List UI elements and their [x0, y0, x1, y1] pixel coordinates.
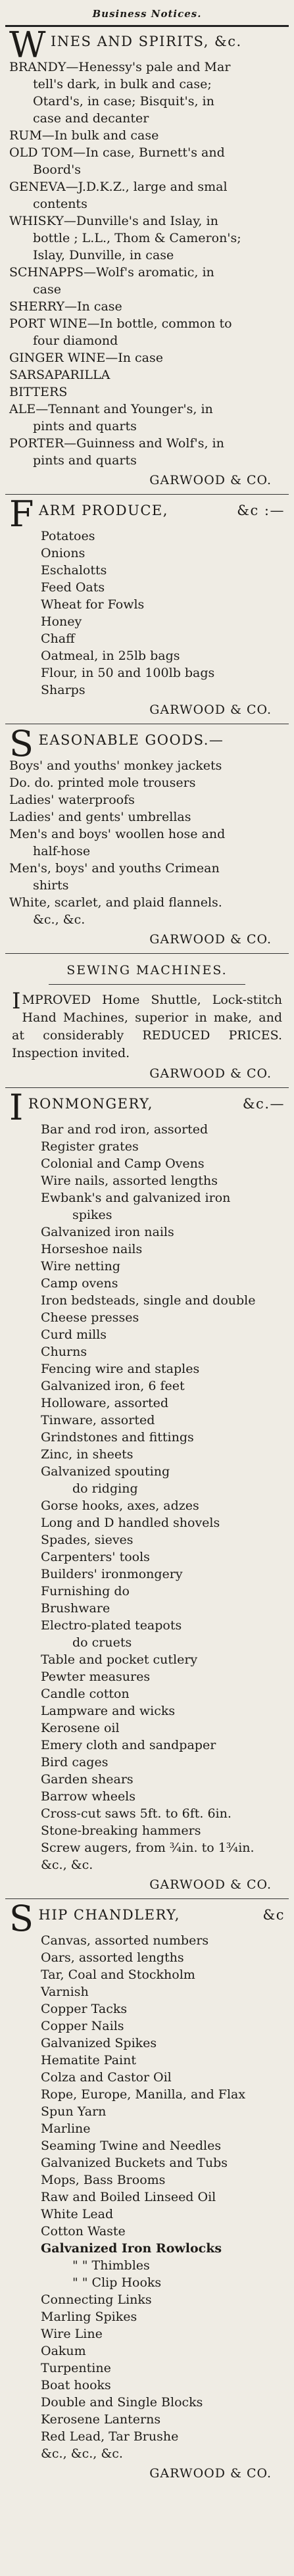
title-suffix: &c.— — [242, 1096, 285, 1112]
ad-line: RUM—In bulk and case — [9, 128, 159, 143]
list-item: Builders' ironmongery — [41, 1567, 183, 1581]
list-item: Wire nails, assorted lengths — [41, 1174, 218, 1188]
drop-cap: S — [9, 1898, 35, 1939]
list-item: Furnishing do — [41, 1584, 130, 1598]
ad-farm-items — [9, 528, 285, 699]
divider — [5, 494, 289, 495]
list-item: White Lead — [41, 2207, 114, 2221]
list-item: Long and D handled shovels — [41, 1516, 220, 1530]
ad-line: Ladies' and gents' umbrellas — [9, 810, 191, 824]
list-item: Galvanized iron, 6 feet — [41, 1379, 185, 1393]
list-item: Kerosene Lanterns — [41, 2412, 161, 2427]
ad-line: case — [33, 282, 61, 297]
ad-line: pints and quarts — [33, 453, 137, 468]
subhead-rule — [49, 984, 245, 985]
ad-line: Men's, boys' and youths Crimean — [9, 861, 220, 876]
list-item: Carpenters' tools — [41, 1550, 150, 1564]
list-item: Garden shears — [41, 1772, 134, 1787]
list-item: " " Clip Hooks — [72, 2275, 162, 2290]
drop-cap: I — [12, 988, 21, 1014]
divider — [5, 953, 289, 954]
list-item: Bird cages — [41, 1755, 109, 1770]
ad-sewing — [5, 959, 289, 1081]
ad-wines-title — [9, 24, 285, 66]
list-item: Colza and Castor Oil — [41, 2070, 172, 2085]
list-item: do ridging — [72, 1481, 138, 1496]
list-item: Camp ovens — [41, 1276, 118, 1291]
signature: GARWOOD & CO. — [149, 473, 272, 487]
list-item: Marling Spikes — [41, 2310, 137, 2324]
list-item: Seaming Twine and Needles — [41, 2139, 222, 2153]
list-item: " " Thimbles — [72, 2258, 150, 2273]
list-item: Cotton Waste — [41, 2224, 126, 2239]
list-item: Wheat for Fowls — [41, 597, 145, 612]
ad-line: White, scarlet, and plaid flannels. — [9, 895, 222, 910]
list-item: Oakum — [41, 2344, 86, 2358]
list-item: Connecting Links — [41, 2292, 152, 2307]
list-item: Grindstones and fittings — [41, 1430, 194, 1445]
ad-line: SCHNAPPS—Wolf's aromatic, in — [9, 265, 214, 280]
list-item: Cross-cut saws 5ft. to 6ft. 6in. — [41, 1806, 232, 1821]
ad-line: SARSAPARILLA — [9, 368, 110, 382]
list-item: spikes — [72, 1208, 112, 1222]
list-item: Curd mills — [41, 1327, 107, 1342]
body-text: MPROVED Home Shuttle, Lock-stitch Hand Machines, superior in make, and at considerably REDUCED PRICES. Inspection invited. — [12, 993, 282, 1060]
title-text: ARM PRODUCE, — [38, 503, 168, 518]
ad-line: ALE—Tennant and Younger's, in — [9, 402, 213, 416]
ad-sewing-text — [9, 988, 285, 1062]
list-item: Colonial and Camp Ovens — [41, 1156, 205, 1171]
list-item: Double and Single Blocks — [41, 2395, 203, 2410]
list-item: Potatoes — [41, 529, 95, 543]
signature: GARWOOD & CO. — [149, 932, 272, 947]
list-item: Zinc, in sheets — [41, 1447, 134, 1462]
list-item: Brushware — [41, 1601, 110, 1616]
signature: GARWOOD & CO. — [149, 1066, 272, 1081]
list-item: Galvanized Spikes — [41, 2036, 157, 2050]
ad-line: PORT WINE—In bottle, common to — [9, 316, 232, 331]
list-item: Onions — [41, 546, 86, 560]
list-item: Chaff — [41, 632, 75, 646]
divider — [5, 1087, 289, 1088]
ad-line: GINGER WINE—In case — [9, 351, 163, 365]
ad-line: Ladies' waterproofs — [9, 793, 135, 807]
list-item: Sharps — [41, 683, 86, 697]
list-item: Iron bedsteads, single and double — [41, 1293, 256, 1308]
drop-cap: W — [9, 24, 47, 66]
list-item: Varnish — [41, 1985, 89, 1999]
list-item: Oars, assorted lengths — [41, 1950, 184, 1965]
list-item: Candle cotton — [41, 1687, 130, 1701]
list-item: Churns — [41, 1345, 87, 1359]
list-item: Flour, in 50 and 100lb bags — [41, 666, 215, 680]
list-item: Lampware and wicks — [41, 1704, 176, 1718]
title-text: RONMONGERY, — [28, 1096, 153, 1112]
list-item: Galvanized iron nails — [41, 1225, 174, 1239]
ad-line: SHERRY—In case — [9, 299, 122, 314]
title-text: INES AND SPIRITS, &c. — [51, 34, 242, 49]
signature: GARWOOD & CO. — [149, 703, 272, 717]
ad-line: contents — [33, 197, 87, 211]
list-item: Register grates — [41, 1139, 139, 1154]
ad-line: pints and quarts — [33, 419, 137, 433]
list-item: Gorse hooks, axes, adzes — [41, 1499, 199, 1513]
list-item: Mops, Bass Brooms — [41, 2173, 166, 2187]
ad-wines-lines — [9, 59, 285, 469]
list-item: Horseshoe nails — [41, 1242, 143, 1256]
list-item: Electro-plated teapots — [41, 1618, 182, 1633]
ad-line: Boys' and youths' monkey jackets — [9, 758, 222, 773]
list-item: Hematite Paint — [41, 2053, 136, 2068]
ad-line: &c., &c. — [33, 912, 86, 927]
title-text: HIP CHANDLERY, — [38, 1907, 180, 1923]
list-item: Feed Oats — [41, 580, 105, 595]
ad-farm — [5, 493, 289, 717]
signature: GARWOOD & CO. — [149, 2466, 272, 2481]
list-item: Rope, Europe, Manilla, and Flax — [41, 2087, 246, 2102]
list-item: &c., &c. — [41, 1858, 93, 1872]
ad-line: Otard's, in case; Bisquit's, in — [33, 94, 214, 109]
drop-cap: S — [9, 723, 35, 764]
title-suffix: &c :— — [237, 503, 285, 518]
list-item: &c., &c., &c. — [41, 2446, 123, 2461]
title-text: EASONABLE GOODS.— — [38, 732, 224, 748]
list-item: do cruets — [72, 1635, 132, 1650]
ad-sewing-heading: SEWING MACHINES. — [66, 963, 228, 978]
ad-seasonable — [5, 723, 289, 947]
list-item: Pewter measures — [41, 1670, 151, 1684]
ad-line: Boord's — [33, 162, 82, 177]
ad-ship-chandlery — [5, 1898, 289, 2481]
list-item: Tar, Coal and Stockholm — [41, 1968, 195, 1982]
column-header: Business Notices. — [92, 8, 202, 20]
ad-wines — [5, 24, 289, 487]
ad-ship-title — [9, 1898, 285, 1939]
list-item: Copper Nails — [41, 2019, 124, 2033]
list-item: Cheese presses — [41, 1310, 139, 1325]
list-item: Stone-breaking hammers — [41, 1823, 201, 1838]
list-item: Spun Yarn — [41, 2104, 107, 2119]
list-item: Boat hooks — [41, 2378, 111, 2392]
ad-line: Do. do. printed mole trousers — [9, 776, 196, 790]
list-item: Honey — [41, 614, 82, 629]
ad-line: four diamond — [33, 334, 118, 348]
header-rule — [5, 25, 289, 27]
list-item: Fencing wire and staples — [41, 1362, 200, 1376]
list-item: Galvanized Iron Rowlocks — [41, 2241, 222, 2256]
list-item: Red Lead, Tar Brushe — [41, 2429, 179, 2444]
list-item: Tinware, assorted — [41, 1413, 155, 1427]
ad-seasonable-lines — [9, 757, 285, 928]
title-suffix: &c — [262, 1907, 285, 1923]
list-item: Emery cloth and sandpaper — [41, 1738, 216, 1752]
list-item: Eschalotts — [41, 563, 107, 578]
ad-line: GENEVA—J.D.K.Z., large and smal — [9, 180, 228, 194]
ad-ship-items — [9, 1932, 285, 2462]
drop-cap: I — [9, 1087, 24, 1128]
list-item: Oatmeal, in 25lb bags — [41, 649, 180, 663]
list-item: Canvas, assorted numbers — [41, 1933, 209, 1948]
list-item: Spades, sieves — [41, 1533, 134, 1547]
divider — [5, 1898, 289, 1899]
ad-ironmongery-items — [9, 1121, 285, 1873]
list-item: Bar and rod iron, assorted — [41, 1122, 208, 1137]
list-item: Barrow wheels — [41, 1789, 136, 1804]
ad-line: BITTERS — [9, 385, 68, 399]
ad-line: WHISKY—Dunville's and Islay, in — [9, 214, 218, 228]
list-item: Wire netting — [41, 1259, 120, 1274]
ad-line: half-hose — [33, 844, 91, 858]
ad-farm-title — [9, 493, 285, 535]
ad-line: BRANDY—Henessy's pale and Mar — [9, 60, 231, 74]
drop-cap: F — [9, 493, 35, 535]
list-item: Galvanized spouting — [41, 1464, 170, 1479]
list-item: Table and pocket cutlery — [41, 1652, 198, 1667]
list-item: Wire Line — [41, 2327, 103, 2341]
ad-line: bottle ; L.L., Thom & Cameron's; — [33, 231, 241, 245]
ad-line: Islay, Dunville, in case — [33, 248, 174, 262]
list-item: Turpentine — [41, 2361, 111, 2375]
list-item: Copper Tacks — [41, 2002, 128, 2016]
list-item: Kerosene oil — [41, 1721, 120, 1735]
ad-line: case and decanter — [33, 111, 149, 126]
list-item: Screw augers, from ¾in. to 1¾in. — [41, 1841, 255, 1855]
list-item: Raw and Boiled Linseed Oil — [41, 2190, 216, 2204]
list-item: Galvanized Buckets and Tubs — [41, 2156, 228, 2170]
ad-line: OLD TOM—In case, Burnett's and — [9, 145, 225, 160]
signature: GARWOOD & CO. — [149, 1877, 272, 1892]
ad-line: PORTER—Guinness and Wolf's, in — [9, 436, 224, 451]
list-item: Ewbank's and galvanized iron — [41, 1191, 231, 1205]
ad-seasonable-title — [9, 723, 285, 764]
ad-line: Men's and boys' woollen hose and — [9, 827, 226, 841]
ad-line: shirts — [33, 878, 69, 893]
list-item: Marline — [41, 2121, 91, 2136]
ad-ironmongery — [5, 1087, 289, 1892]
list-item: Holloware, assorted — [41, 1396, 168, 1410]
ad-line: tell's dark, in bulk and case; — [33, 77, 212, 91]
ad-ironmongery-title — [9, 1087, 285, 1128]
